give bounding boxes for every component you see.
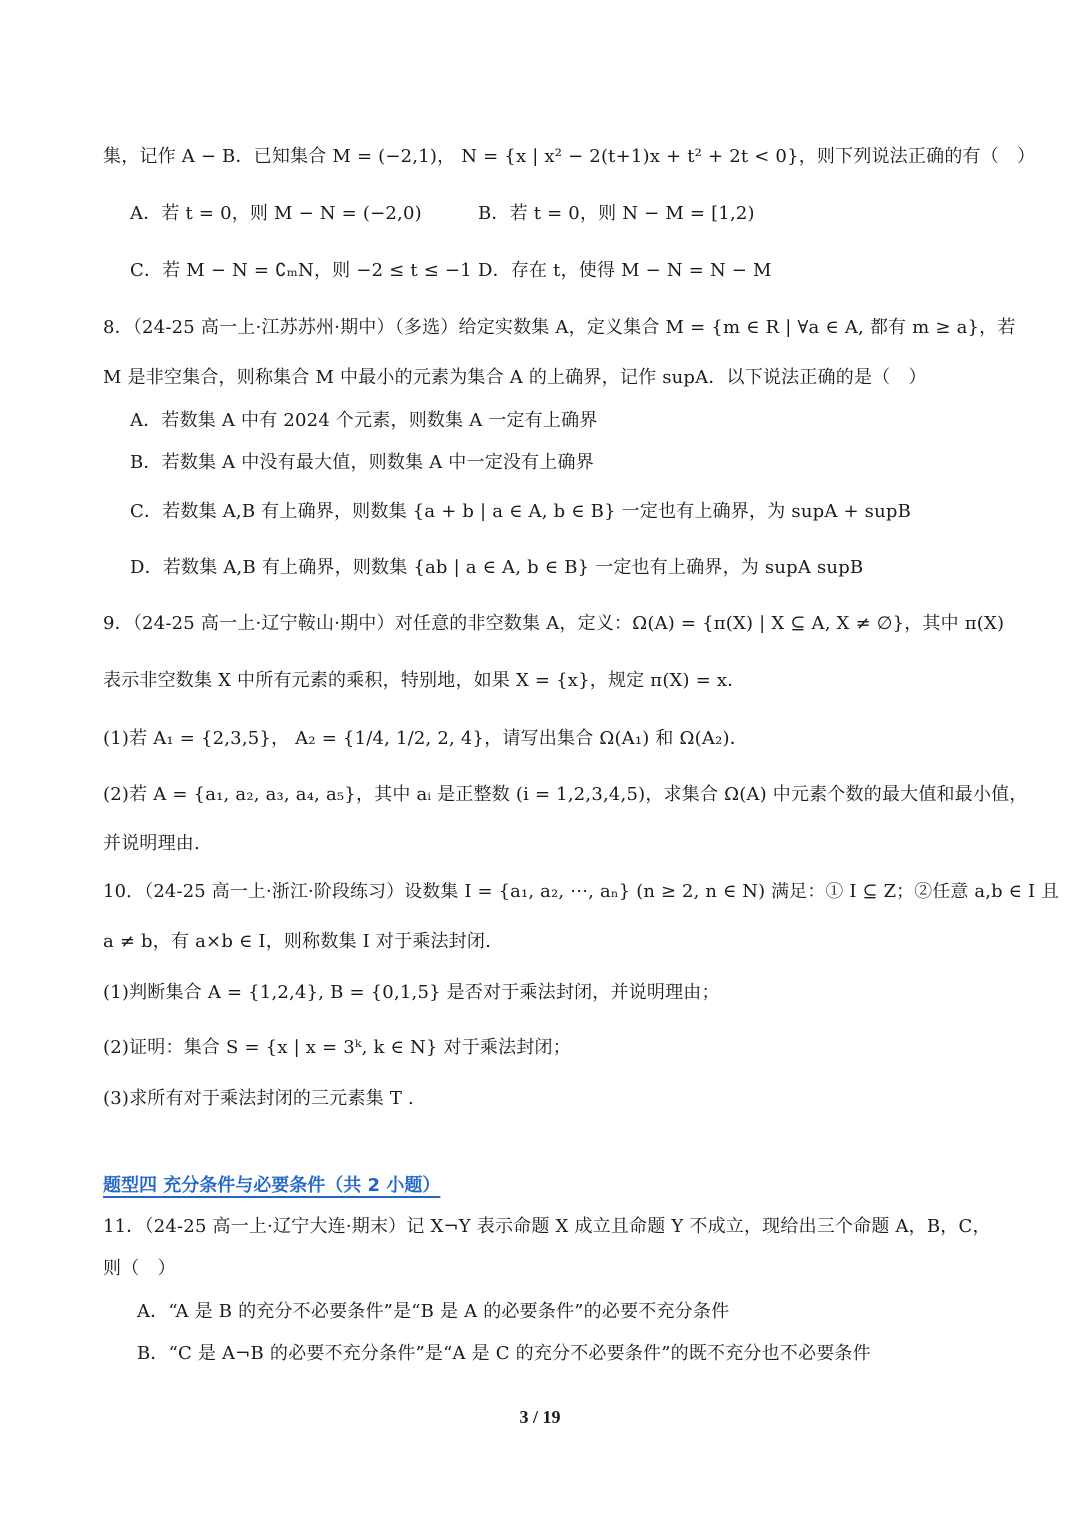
q11-stem-line-1: 11．（24-25 高一上·辽宁大连·期末）记 X¬Y 表示命题 X 成立且命题 Y 不成立，现给出三个命题 A，B，C， <box>103 1216 991 1237</box>
section-heading: 题型四 充分条件与必要条件（共 2 小题） <box>103 1175 441 1196</box>
q10-stem-line-2: a ≠ b，有 a×b ∈ I，则称数集 I 对于乘法封闭. <box>103 931 491 952</box>
q8-option-c: C．若数集 A,B 有上确界，则数集 {a + b | a ∈ A, b ∈ B} 一定也有上确界，为 supA + supB <box>130 501 912 522</box>
q10-part-2: (2)证明：集合 S = {x | x = 3ᵏ, k ∈ N} 对于乘法封闭； <box>103 1037 571 1058</box>
q9-stem-line-2: 表示非空数集 X 中所有元素的乘积，特别地，如果 X = {x}，规定 π(X) = x． <box>103 670 746 691</box>
q10-stem-line-1: 10．（24-25 高一上·浙江·阶段练习）设数集 I = {a₁, a₂, ⋯, aₙ} (n ≥ 2, n ∈ N) 满足：① I ⊆ Z；②任意 a,b ∈ I 且 <box>103 881 1060 902</box>
q10-part-1: (1)判断集合 A = {1,2,4}, B = {0,1,5} 是否对于乘法封闭，并说明理由； <box>103 982 720 1003</box>
q11-option-a: A．“A 是 B 的充分不必要条件”是“B 是 A 的必要条件”的必要不充分条件 <box>137 1301 730 1322</box>
q7-stem-line: 集，记作 A − B．已知集合 M = (−2,1)， N = {x | x² − 2(t+1)x + t² + 2t < 0}，则下列说法正确的有（ ） <box>103 146 1036 167</box>
q9-stem-line-1: 9．（24-25 高一上·辽宁鞍山·期中）对任意的非空数集 A，定义：Ω(A) = {π(X) | X ⊆ A, X ≠ ∅}，其中 π(X) <box>103 613 1005 634</box>
q11-option-b: B．“C 是 A¬B 的必要不充分条件”是“A 是 C 的充分不必要条件”的既不充分也不必要条件 <box>137 1343 871 1364</box>
q10-part-3: (3)求所有对于乘法封闭的三元素集 T . <box>103 1088 414 1109</box>
q9-part-1: (1)若 A₁ = {2,3,5}， A₂ = {1/4, 1/2, 2, 4}，请写出集合 Ω(A₁) 和 Ω(A₂)． <box>103 728 748 749</box>
q9-part-2-cont: 并说明理由. <box>103 833 200 854</box>
q7-option-d: D．存在 t，使得 M − N = N − M <box>478 260 772 281</box>
q11-stem-line-2: 则（ ） <box>103 1258 176 1279</box>
q8-option-a: A．若数集 A 中有 2024 个元素，则数集 A 一定有上确界 <box>130 410 598 431</box>
q9-part-2: (2)若 A = {a₁, a₂, a₃, a₄, a₅}，其中 aᵢ 是正整数 (i = 1,2,3,4,5)，求集合 Ω(A) 中元素个数的最大值和最小值， <box>103 784 1028 805</box>
page-number: 3 / 19 <box>519 1407 561 1427</box>
q7-option-c: C．若 M − N = ∁ₘN，则 −2 ≤ t ≤ −1 <box>130 260 472 281</box>
q8-stem-line-1: 8．（24-25 高一上·江苏苏州·期中）（多选）给定实数集 A，定义集合 M = {m ∈ R | ∀a ∈ A, 都有 m ≥ a}，若 <box>103 317 1016 338</box>
q7-option-b: B．若 t = 0，则 N − M = [1,2) <box>478 203 755 224</box>
q8-option-d: D．若数集 A,B 有上确界，则数集 {ab | a ∈ A, b ∈ B} 一定也有上确界，为 supA supB <box>130 557 864 578</box>
q8-option-b: B．若数集 A 中没有最大值，则数集 A 中一定没有上确界 <box>130 452 594 473</box>
q8-stem-line-2: M 是非空集合，则称集合 M 中最小的元素为集合 A 的上确界，记作 supA．以下说法正确的是（ ） <box>103 367 927 388</box>
q7-option-a: A．若 t = 0，则 M − N = (−2,0) <box>130 203 422 224</box>
